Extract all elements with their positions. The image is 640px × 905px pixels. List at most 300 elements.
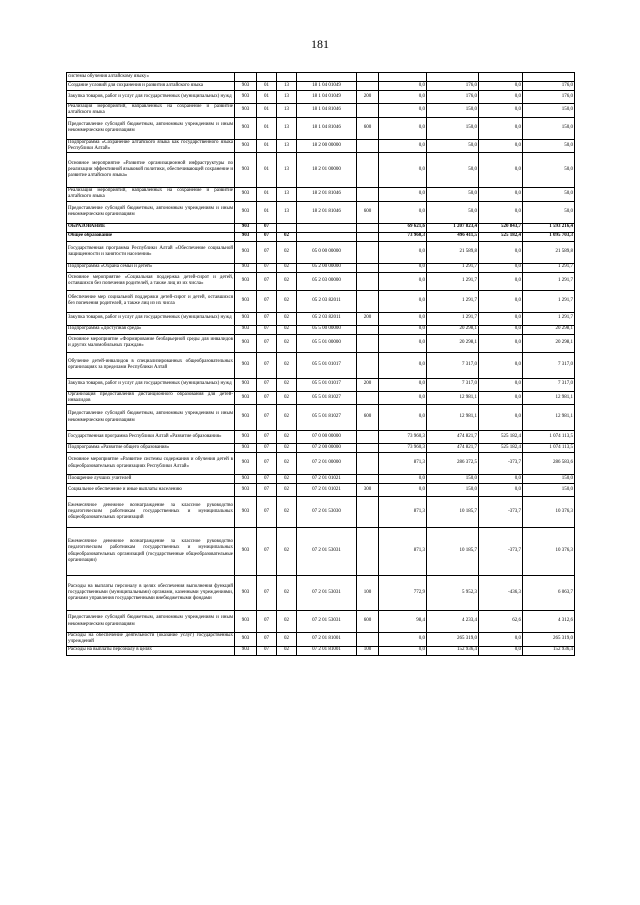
table-row xyxy=(67,405,575,431)
row-amount-total: 1 074 113,5 xyxy=(523,431,575,444)
row-section-code: 07 xyxy=(257,576,277,611)
row-ministry-code: 903 xyxy=(235,272,257,290)
row-name: Предоставление субсидий бюджетным, автономным учреждениям и иным некоммерческим организациям xyxy=(67,405,235,431)
row-section-code: 01 xyxy=(257,117,277,139)
row-amount-total: 50,0 xyxy=(523,188,575,202)
row-subsection-code: 13 xyxy=(277,82,297,91)
row-expense-type xyxy=(357,325,379,334)
row-amount-3: 0,0 xyxy=(479,82,523,91)
row-name: Расходы на выплаты персоналу в целях обеспечения выполнения функций государственными (муниципальными) органами, казенными учреждениями, органами управления государственными внебюджетными фондами xyxy=(67,576,235,611)
row-section-code: 01 xyxy=(257,139,277,153)
row-subsection-code: 02 xyxy=(277,405,297,431)
row-ministry-code: 903 xyxy=(235,82,257,91)
row-expense-type xyxy=(357,352,379,378)
row-section-code: 07 xyxy=(257,497,277,528)
row-expense-type xyxy=(357,334,379,352)
row-target-article: 07 2 01 81001 xyxy=(297,633,357,647)
row-amount-2: 1 291,7 xyxy=(427,290,479,312)
row-amount-total: 10 376,3 xyxy=(523,528,575,576)
row-amount-2: 1 291,7 xyxy=(427,312,479,325)
row-amount-1: 0,0 xyxy=(379,82,427,91)
row-amount-1: 0,0 xyxy=(379,91,427,104)
row-target-article xyxy=(297,232,357,241)
row-amount-total: 50,0 xyxy=(523,201,575,223)
row-expense-type: 200 xyxy=(357,312,379,325)
row-subsection-code: 02 xyxy=(277,431,297,444)
row-amount-1: 0,0 xyxy=(379,334,427,352)
row-section-code: 07 xyxy=(257,290,277,312)
row-target-article: 05 5 01 01017 xyxy=(297,352,357,378)
row-amount-total: 1 291,7 xyxy=(523,263,575,272)
row-amount-3: 525 182,4 xyxy=(479,444,523,453)
row-target-article: 18 1 04 01049 xyxy=(297,82,357,91)
row-amount-1: 0,0 xyxy=(379,484,427,497)
row-amount-3: 525 182,4 xyxy=(479,431,523,444)
row-expense-type xyxy=(357,453,379,475)
row-amount-2: 12 981,1 xyxy=(427,405,479,431)
row-amount-3: 62,6 xyxy=(479,611,523,633)
row-amount-2: 50,0 xyxy=(427,201,479,223)
row-subsection-code xyxy=(277,223,297,232)
row-target-article: 18 1 04 01049 xyxy=(297,91,357,104)
row-subsection-code: 02 xyxy=(277,232,297,241)
row-amount-2: 50,0 xyxy=(427,139,479,153)
row-amount-total: 150,0 xyxy=(523,117,575,139)
row-subsection-code: 02 xyxy=(277,352,297,378)
row-section-code: 07 xyxy=(257,633,277,647)
row-amount-2: 5 952,3 xyxy=(427,576,479,611)
row-target-article: 07 2 01 53031 xyxy=(297,576,357,611)
row-amount-total: 10 376,3 xyxy=(523,497,575,528)
row-name: Ежемесячное денежное вознаграждение за классное руководство педагогическим работникам государственных и муниципальных общеобразовательных организаций xyxy=(67,497,235,528)
row-amount-total: 1 074 113,5 xyxy=(523,444,575,453)
table-row xyxy=(67,528,575,576)
table-row xyxy=(67,444,575,453)
row-ministry-code: 903 xyxy=(235,153,257,188)
row-expense-type: 600 xyxy=(357,405,379,431)
row-name: Создание условий для сохранения и развития алтайского языка xyxy=(67,82,235,91)
row-amount-1: 772,9 xyxy=(379,576,427,611)
row-amount-total: 4 312,6 xyxy=(523,611,575,633)
row-expense-type: 200 xyxy=(357,91,379,104)
row-name: Общее образование xyxy=(67,232,235,241)
row-target-article: 05 5 01 01017 xyxy=(297,378,357,391)
row-amount-total: 176,0 xyxy=(523,91,575,104)
row-subsection-code: 13 xyxy=(277,188,297,202)
row-target-article: 18 2 00 00000 xyxy=(297,139,357,153)
table-row xyxy=(67,232,575,241)
row-expense-type: 100 xyxy=(357,646,379,655)
row-amount-total: 6 063,7 xyxy=(523,576,575,611)
row-target-article: 18 2 01 81046 xyxy=(297,201,357,223)
row-target-article: 18 1 04 81046 xyxy=(297,104,357,118)
table-row xyxy=(67,223,575,232)
budget-table xyxy=(66,72,575,656)
row-target-article xyxy=(297,73,357,82)
row-amount-3: 0,0 xyxy=(479,272,523,290)
row-ministry-code: 903 xyxy=(235,633,257,647)
row-section-code: 01 xyxy=(257,201,277,223)
row-subsection-code: 02 xyxy=(277,497,297,528)
row-amount-total: 150,0 xyxy=(523,475,575,484)
row-subsection-code: 02 xyxy=(277,528,297,576)
row-amount-total: 7 317,0 xyxy=(523,378,575,391)
row-ministry-code: 903 xyxy=(235,188,257,202)
row-amount-3: 0,0 xyxy=(479,325,523,334)
row-section-code: 07 xyxy=(257,431,277,444)
table-row xyxy=(67,325,575,334)
row-name: Закупка товаров, работ и услуг для государственных (муниципальных) нужд xyxy=(67,378,235,391)
table-row xyxy=(67,646,575,655)
row-subsection-code: 02 xyxy=(277,272,297,290)
row-subsection-code: 02 xyxy=(277,576,297,611)
table-row xyxy=(67,82,575,91)
row-amount-total: 12 981,1 xyxy=(523,391,575,405)
row-amount-1: 0,0 xyxy=(379,241,427,263)
row-ministry-code xyxy=(235,73,257,82)
row-subsection-code: 02 xyxy=(277,290,297,312)
row-section-code: 07 xyxy=(257,312,277,325)
row-expense-type xyxy=(357,241,379,263)
row-expense-type xyxy=(357,497,379,528)
row-amount-1: 0,0 xyxy=(379,391,427,405)
row-name: Закупка товаров, работ и услуг для государственных (муниципальных) нужд xyxy=(67,312,235,325)
row-expense-type xyxy=(357,82,379,91)
row-subsection-code: 02 xyxy=(277,334,297,352)
table-row xyxy=(67,153,575,188)
row-expense-type: 600 xyxy=(357,611,379,633)
row-amount-3: 0,0 xyxy=(479,352,523,378)
row-ministry-code: 903 xyxy=(235,290,257,312)
row-amount-2: 7 317,0 xyxy=(427,378,479,391)
row-amount-1: 0,0 xyxy=(379,201,427,223)
row-amount-2: 286 372,5 xyxy=(427,453,479,475)
row-target-article: 05 2 03 82011 xyxy=(297,290,357,312)
row-name: Подпрограмма «Доступная среда» xyxy=(67,325,235,334)
table-row xyxy=(67,352,575,378)
row-expense-type xyxy=(357,475,379,484)
row-amount-total: 265 319,0 xyxy=(523,633,575,647)
table-row xyxy=(67,117,575,139)
row-amount-1: 73 960,3 xyxy=(379,232,427,241)
row-expense-type xyxy=(357,153,379,188)
row-target-article: 18 2 01 81046 xyxy=(297,188,357,202)
row-expense-type xyxy=(357,391,379,405)
row-ministry-code: 903 xyxy=(235,484,257,497)
row-section-code: 07 xyxy=(257,453,277,475)
row-ministry-code: 903 xyxy=(235,325,257,334)
row-ministry-code: 903 xyxy=(235,453,257,475)
row-expense-type xyxy=(357,431,379,444)
row-expense-type xyxy=(357,633,379,647)
row-amount-total: 1 095 703,3 xyxy=(523,232,575,241)
row-amount-2: 496 411,5 xyxy=(427,232,479,241)
row-amount-2: 176,0 xyxy=(427,91,479,104)
row-expense-type xyxy=(357,444,379,453)
row-name: Организация предоставления дистанционного образования для детей-инвалидов xyxy=(68,391,233,403)
row-amount-2: 20 298,1 xyxy=(427,334,479,352)
row-name: системы обучения алтайскому языку» xyxy=(67,73,235,82)
row-section-code: 01 xyxy=(257,104,277,118)
table-row xyxy=(67,431,575,444)
row-target-article: 05 5 01 81027 xyxy=(297,405,357,431)
row-name: Основное мероприятие «Развитие системы содержания и обучения детей в общеобразовательных организациях Республики Алтай» xyxy=(67,453,235,475)
row-amount-total: 50,0 xyxy=(523,139,575,153)
row-amount-3: 520 843,7 xyxy=(479,223,523,232)
row-amount-3 xyxy=(479,73,523,82)
row-name: Подпрограмма «Охрана семьи и детей» xyxy=(67,263,235,272)
row-name: Реализация мероприятий, направленных на сохранение и развитие алтайского языка xyxy=(68,188,233,200)
row-amount-2: 150,0 xyxy=(427,104,479,118)
row-subsection-code: 02 xyxy=(277,444,297,453)
row-section-code: 07 xyxy=(257,391,277,405)
row-target-article: 18 1 04 81046 xyxy=(297,117,357,139)
row-amount-2: 20 298,1 xyxy=(427,325,479,334)
row-amount-1: 0,0 xyxy=(379,153,427,188)
row-amount-3: 0,0 xyxy=(479,104,523,118)
row-section-code: 07 xyxy=(257,475,277,484)
row-amount-2: 474 821,7 xyxy=(427,444,479,453)
row-amount-2: 21 589,8 xyxy=(427,241,479,263)
row-amount-1: 0,0 xyxy=(379,325,427,334)
row-amount-total: 286 583,6 xyxy=(523,453,575,475)
row-section-code xyxy=(257,73,277,82)
row-amount-2: 10 185,7 xyxy=(427,528,479,576)
row-subsection-code: 02 xyxy=(277,312,297,325)
row-amount-3: 0,0 xyxy=(479,117,523,139)
row-amount-2: 7 317,0 xyxy=(427,352,479,378)
row-name: Расходы на обеспечение деятельности (оказание услуг) государственных учреждений xyxy=(68,633,233,645)
row-subsection-code: 02 xyxy=(277,325,297,334)
row-amount-1: 871,3 xyxy=(379,528,427,576)
table-row xyxy=(67,201,575,223)
row-amount-1: 871,3 xyxy=(379,497,427,528)
row-amount-2: 1 291,7 xyxy=(427,263,479,272)
table-row xyxy=(67,391,575,405)
row-section-code: 07 xyxy=(257,241,277,263)
table-row xyxy=(67,272,575,290)
row-target-article: 05 0 00 00000 xyxy=(297,241,357,263)
row-subsection-code: 02 xyxy=(277,241,297,263)
row-target-article: 07 2 01 81001 xyxy=(297,646,357,655)
row-target-article: 05 2 03 00000 xyxy=(297,272,357,290)
row-section-code: 07 xyxy=(257,484,277,497)
row-section-code: 07 xyxy=(257,232,277,241)
row-target-article: 07 2 01 01021 xyxy=(297,484,357,497)
row-target-article: 07 2 01 00000 xyxy=(297,453,357,475)
row-subsection-code: 13 xyxy=(277,91,297,104)
row-amount-3: -436,3 xyxy=(479,576,523,611)
row-ministry-code: 903 xyxy=(235,528,257,576)
row-name: Реализация мероприятий, направленных на сохранение и развитие алтайского языка xyxy=(68,104,233,116)
table-row xyxy=(67,290,575,312)
row-amount-3: -373,7 xyxy=(479,453,523,475)
row-ministry-code: 903 xyxy=(235,104,257,118)
row-expense-type: 600 xyxy=(357,117,379,139)
table-row xyxy=(67,73,575,82)
row-amount-total: 20 298,1 xyxy=(523,334,575,352)
row-ministry-code: 903 xyxy=(235,139,257,153)
row-ministry-code: 903 xyxy=(235,312,257,325)
row-amount-1 xyxy=(379,73,427,82)
row-section-code: 07 xyxy=(257,646,277,655)
row-subsection-code: 02 xyxy=(277,475,297,484)
row-amount-3: 0,0 xyxy=(479,91,523,104)
row-amount-total: 21 589,8 xyxy=(523,241,575,263)
row-name: Предоставление субсидий бюджетным, автономным учреждениям и иным некоммерческим организациям xyxy=(67,201,235,223)
row-amount-3: 0,0 xyxy=(479,241,523,263)
row-amount-2: 4 233,4 xyxy=(427,611,479,633)
row-expense-type xyxy=(357,188,379,202)
row-expense-type xyxy=(357,528,379,576)
row-target-article: 07 2 01 53030 xyxy=(297,497,357,528)
row-expense-type xyxy=(357,73,379,82)
row-amount-1: 0,0 xyxy=(379,646,427,655)
row-amount-1: 0,0 xyxy=(379,188,427,202)
row-amount-2 xyxy=(427,73,479,82)
row-expense-type xyxy=(357,232,379,241)
row-amount-3: 525 182,4 xyxy=(479,232,523,241)
row-expense-type: 300 xyxy=(357,484,379,497)
row-name: Поощрение лучших учителей xyxy=(67,475,235,484)
row-name: Государственная программа Республики Алтай «Обеспечение социальной защищенности и занятости населения» xyxy=(67,241,235,263)
row-name: Закупка товаров, работ и услуг для государственных (муниципальных) нужд xyxy=(67,91,235,104)
row-amount-3: 0,0 xyxy=(479,391,523,405)
row-expense-type xyxy=(357,290,379,312)
row-name: Государственная программа Республики Алтай «Развитие образования» xyxy=(67,431,235,444)
row-amount-total: 150,0 xyxy=(523,484,575,497)
row-amount-2: 150,0 xyxy=(427,117,479,139)
row-target-article: 05 5 00 00000 xyxy=(297,325,357,334)
row-section-code: 07 xyxy=(257,405,277,431)
row-subsection-code: 13 xyxy=(277,139,297,153)
row-amount-3: 0,0 xyxy=(479,263,523,272)
row-name: Подпрограмма «Развитие общего образования» xyxy=(67,444,235,453)
budget-table-body xyxy=(67,73,575,656)
row-target-article: 05 5 01 00000 xyxy=(297,334,357,352)
table-row xyxy=(67,312,575,325)
row-amount-2: 152 936,4 xyxy=(427,646,479,655)
row-section-code: 01 xyxy=(257,188,277,202)
row-amount-1: 0,0 xyxy=(379,117,427,139)
row-amount-3: 0,0 xyxy=(479,475,523,484)
row-ministry-code: 903 xyxy=(235,378,257,391)
row-amount-total: 50,0 xyxy=(523,153,575,188)
table-row xyxy=(67,334,575,352)
row-name: Расходы на выплаты персоналу в целях xyxy=(67,646,235,655)
row-expense-type xyxy=(357,263,379,272)
row-subsection-code: 13 xyxy=(277,201,297,223)
row-amount-2: 176,0 xyxy=(427,82,479,91)
row-name: Подпрограмма «Сохранение алтайского языка как государственного языка Республики Алтай» xyxy=(68,139,233,151)
row-amount-2: 50,0 xyxy=(427,188,479,202)
row-section-code: 01 xyxy=(257,153,277,188)
table-row xyxy=(67,497,575,528)
row-expense-type xyxy=(357,104,379,118)
row-amount-3: 0,0 xyxy=(479,646,523,655)
row-target-article: 07 0 00 00000 xyxy=(297,431,357,444)
row-subsection-code: 02 xyxy=(277,378,297,391)
row-name: Обеспечение мер социальной поддержки детей-сирот и детей, оставшихся без попечения родителей, а также лиц из их числа xyxy=(67,290,235,312)
row-amount-3: 0,0 xyxy=(479,139,523,153)
row-amount-total: 12 981,1 xyxy=(523,405,575,431)
table-row xyxy=(67,611,575,633)
row-ministry-code: 903 xyxy=(235,431,257,444)
row-subsection-code: 02 xyxy=(277,633,297,647)
row-ministry-code: 903 xyxy=(235,475,257,484)
row-name: Основное мероприятие «Социальная поддержка детей-сирот и детей, оставшихся без попечения родителей, а также лиц из их числа» xyxy=(67,272,235,290)
table-row xyxy=(67,484,575,497)
table-row xyxy=(67,188,575,202)
table-row xyxy=(67,241,575,263)
table-row xyxy=(67,91,575,104)
row-section-code: 01 xyxy=(257,82,277,91)
row-expense-type: 100 xyxy=(357,576,379,611)
row-name: Социальное обеспечение и иные выплаты населению xyxy=(67,484,235,497)
row-name: ОБРАЗОВАНИЕ xyxy=(67,223,235,232)
row-amount-total: 1 291,7 xyxy=(523,312,575,325)
row-amount-1: 0,0 xyxy=(379,263,427,272)
row-expense-type xyxy=(357,223,379,232)
row-name: Основное мероприятие «Формирование безбарьерной среды для инвалидов и других маломобильных граждан» xyxy=(67,334,235,352)
row-amount-1: 871,3 xyxy=(379,453,427,475)
row-target-article: 05 2 03 82011 xyxy=(297,312,357,325)
row-amount-total: 176,0 xyxy=(523,82,575,91)
row-ministry-code: 903 xyxy=(235,444,257,453)
row-ministry-code: 903 xyxy=(235,241,257,263)
row-amount-3: 0,0 xyxy=(479,484,523,497)
row-ministry-code: 903 xyxy=(235,117,257,139)
row-amount-1: 0,0 xyxy=(379,475,427,484)
row-name: Обучение детей-инвалидов в специализированных общеобразовательных организациях за пределами Республики Алтай xyxy=(67,352,235,378)
row-target-article: 05 2 00 00000 xyxy=(297,263,357,272)
row-amount-1: 0,0 xyxy=(379,104,427,118)
row-amount-3: 0,0 xyxy=(479,334,523,352)
row-amount-2: 150,0 xyxy=(427,484,479,497)
table-row xyxy=(67,104,575,118)
page-number: 181 xyxy=(311,37,329,51)
row-amount-3: 0,0 xyxy=(479,153,523,188)
row-name: Предоставление субсидий бюджетным, автономным учреждениям и иным некоммерческим организациям xyxy=(67,611,235,633)
row-section-code: 07 xyxy=(257,325,277,334)
row-ministry-code: 903 xyxy=(235,334,257,352)
row-target-article xyxy=(297,223,357,232)
row-amount-3: 0,0 xyxy=(479,290,523,312)
row-ministry-code: 903 xyxy=(235,91,257,104)
row-subsection-code: 02 xyxy=(277,611,297,633)
row-amount-total: 1 291,7 xyxy=(523,290,575,312)
row-ministry-code: 903 xyxy=(235,497,257,528)
row-expense-type xyxy=(357,139,379,153)
row-amount-3: 0,0 xyxy=(479,188,523,202)
row-name: Предоставление субсидий бюджетным, автономным учреждениям и иным некоммерческим организациям xyxy=(67,117,235,139)
row-amount-1: 0,0 xyxy=(379,312,427,325)
row-subsection-code: 02 xyxy=(277,263,297,272)
table-row xyxy=(67,139,575,153)
row-amount-2: 150,0 xyxy=(427,475,479,484)
row-amount-3: 0,0 xyxy=(479,378,523,391)
row-amount-1: 0,0 xyxy=(379,272,427,290)
row-target-article: 18 2 01 00000 xyxy=(297,153,357,188)
row-target-article: 07 2 01 53031 xyxy=(297,528,357,576)
table-row xyxy=(67,453,575,475)
row-amount-total: 20 298,1 xyxy=(523,325,575,334)
row-section-code: 07 xyxy=(257,528,277,576)
row-section-code: 07 xyxy=(257,611,277,633)
row-amount-1: 0,0 xyxy=(379,290,427,312)
row-ministry-code: 903 xyxy=(235,223,257,232)
row-subsection-code: 02 xyxy=(277,453,297,475)
